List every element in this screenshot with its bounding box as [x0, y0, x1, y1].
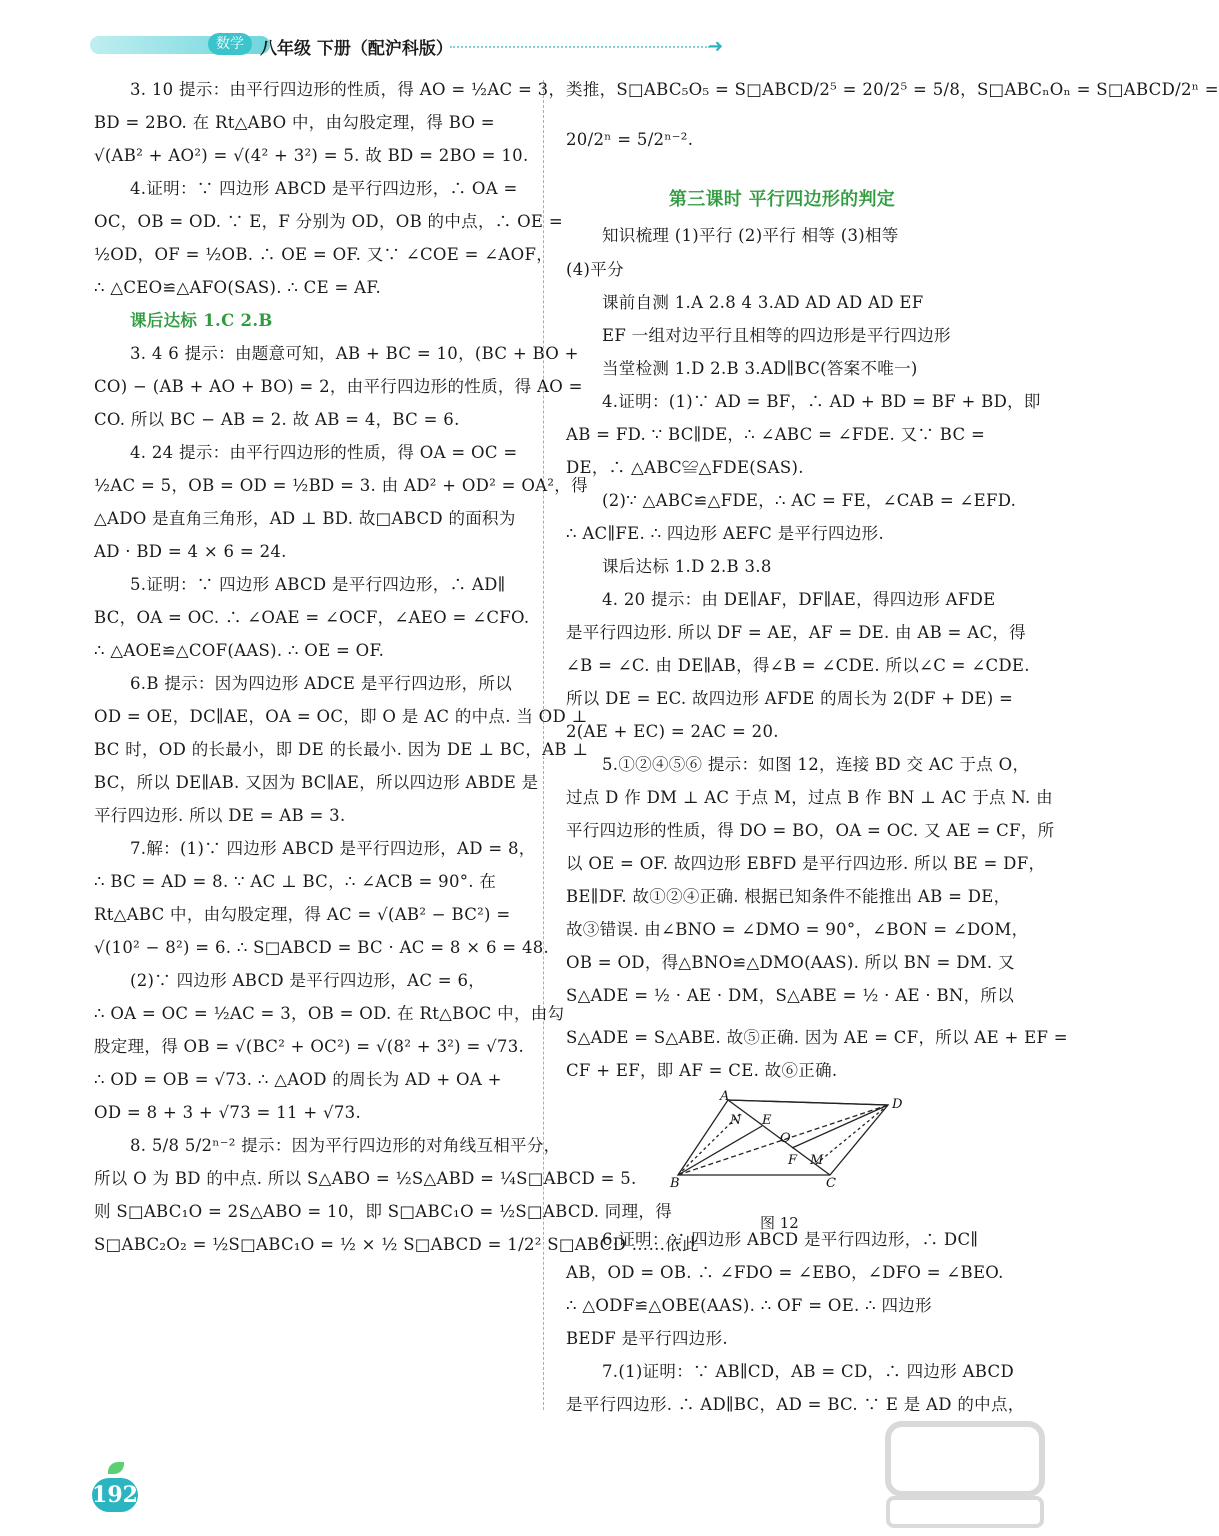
text-line: ∴ △ODF≌△OBE(AAS). ∴ OF = OE. ∴ 四边形 [566, 1296, 932, 1315]
book-title: 八年级 下册（配沪科版） [260, 39, 453, 59]
text-line: 6.B 提示：因为四边形 ADCE 是平行四边形，所以 [130, 674, 513, 693]
text-line: 知识梳理 (1)平行 (2)平行 相等 (3)相等 [602, 226, 899, 245]
text-line: 20/2ⁿ = 5/2ⁿ⁻². [566, 130, 694, 149]
text-line: ∠B = ∠C. 由 DE∥AB，得∠B = ∠CDE. 所以∠C = ∠CDE. [566, 656, 1030, 675]
label-c: C [826, 1176, 836, 1191]
text-line: ∴ △CEO≌△AFO(SAS). ∴ CE = AF. [94, 278, 382, 297]
segment-df [792, 1105, 888, 1148]
label-n: N [730, 1113, 742, 1128]
text-line: BC，OA = OC. ∴ ∠OAE = ∠OCF，∠AEO = ∠CFO. [94, 608, 530, 627]
text-line: 以 OE = OF. 故四边形 EBFD 是平行四边形. 所以 BE = DF， [566, 854, 1046, 873]
text-line: 过点 D 作 DM ⊥ AC 于点 M，过点 B 作 BN ⊥ AC 于点 N. 由 [566, 788, 1053, 807]
text-line: 7.(1)证明：∵ AB∥CD，AB = CD，∴ 四边形 ABCD [602, 1362, 1014, 1381]
figure-caption: 图 12 [760, 1214, 799, 1232]
text-line: 2(AE + EC) = 2AC = 20. [566, 722, 779, 741]
text-line: OD = OE，DC∥AE，OA = OC，即 O 是 AC 的中点. 当 OD ⊥ [94, 707, 588, 726]
text-line: 是平行四边形. 所以 DF = AE，AF = DE. 由 AB = AC，得 [566, 623, 1026, 642]
text-line: △ADO 是直角三角形，AD ⊥ BD. 故□ABCD 的面积为 [94, 509, 516, 528]
text-line: BC，所以 DE∥AB. 又因为 BC∥AE，所以四边形 ABDE 是 [94, 773, 539, 792]
text-line: 5.证明：∵ 四边形 ABCD 是平行四边形，∴ AD∥ [130, 575, 506, 594]
text-line: (2)∵ △ABC≌△FDE，∴ AC = FE，∠CAB = ∠EFD. [602, 491, 1017, 510]
text-line: 所以 O 为 BD 的中点. 所以 S△ABO = ½S△ABD = ¼S□ABCD = 5. [94, 1169, 637, 1188]
text-line: BEDF 是平行四边形. [566, 1329, 728, 1348]
segment-ad [728, 1100, 888, 1105]
text-line: 4. 24 提示：由平行四边形的性质，得 OA = OC = [130, 443, 518, 462]
text-line: CO. 所以 BC − AB = 2. 故 AB = 4，BC = 6. [94, 410, 460, 429]
page-number: 192 [92, 1478, 138, 1512]
text-line: √(10² − 8²) = 6. ∴ S□ABCD = BC · AC = 8 × 6 = 48. [94, 938, 550, 957]
text-line: 4.证明：∵ 四边形 ABCD 是平行四边形，∴ OA = [130, 179, 518, 198]
segment-be [678, 1126, 762, 1175]
text-line: 7.解：(1)∵ 四边形 ABCD 是平行四边形，AD = 8， [130, 839, 536, 858]
label-a: A [720, 1089, 730, 1104]
text-line: BC 时，OD 的长最小，即 DE 的长最小. 因为 DE ⊥ BC，AB ⊥ [94, 740, 589, 759]
text-line: ∴ AC∥FE. ∴ 四边形 AEFC 是平行四边形. [566, 524, 884, 543]
text-line: 4. 20 提示：由 DE∥AF，DF∥AE，得四边形 AFDE [602, 590, 996, 609]
label-o: O [780, 1131, 791, 1146]
label-m: M [810, 1153, 824, 1168]
header-dotted-line [450, 46, 710, 48]
subject-badge: 数学 [208, 33, 252, 55]
arrow-right-icon: ➜ [708, 36, 724, 57]
text-line: 3. 10 提示：由平行四边形的性质，得 AO = ½AC = 3， [130, 80, 566, 99]
text-line: ∴ BC = AD = 8. ∵ AC ⊥ BC，∴ ∠ACB = 90°. 在 [94, 872, 497, 891]
text-line: 3. 4 6 提示：由题意可知，AB + BC = 10，(BC + BO + [130, 344, 579, 363]
text-line: 平行四边形的性质，得 DO = BO，OA = OC. 又 AE = CF，所 [566, 821, 1055, 840]
text-line: OB = OD，得△BNO≌△DMO(AAS). 所以 BN = DM. 又 [566, 953, 1015, 972]
text-line: 当堂检测 1.D 2.B 3.AD∥BC(答案不唯一) [602, 359, 918, 378]
watermark-stamp-icon [880, 1418, 1050, 1530]
text-line: 类推，S□ABC₅O₅ = S□ABCD/2⁵ = 20/2⁵ = 5/8，S□ABCₙOₙ = S□ABCD/2ⁿ = [566, 80, 1219, 99]
text-line: CO) − (AB + AO + BO) = 2，由平行四边形的性质，得 AO = [94, 377, 583, 396]
page-header [90, 28, 740, 62]
text-line: AB = FD. ∵ BC∥DE，∴ ∠ABC = ∠FDE. 又∵ BC = [566, 425, 986, 444]
text-line: CF + EF，即 AF = CE. 故⑥正确. [566, 1061, 838, 1080]
text-line: ∴ △AOE≌△COF(AAS). ∴ OE = OF. [94, 641, 385, 660]
text-line: AD · BD = 4 × 6 = 24. [94, 542, 287, 561]
text-line: 是平行四边形. ∴ AD∥BC，AD = BC. ∵ E 是 AD 的中点， [566, 1395, 1025, 1414]
text-line: 课后达标 1.D 2.B 3.8 [602, 557, 772, 576]
text-line: 5.①②④⑤⑥ 提示：如图 12，连接 BD 交 AC 于点 O， [602, 755, 1030, 774]
text-line: DE，∴ △ABC≌△FDE(SAS). [566, 458, 804, 477]
text-line: ∴ OA = OC = ½AC = 3，OB = OD. 在 Rt△BOC 中，由勾 [94, 1004, 565, 1023]
text-line: 则 S□ABC₁O = 2S△ABO = 10，即 S□ABC₁O = ½S□ABCD. 同理，得 [94, 1202, 672, 1221]
text-line: BE∥DF. 故①②④正确. 根据已知条件不能推出 AB = DE， [566, 887, 1011, 906]
label-f: F [788, 1153, 798, 1168]
text-line: √(AB² + AO²) = √(4² + 3²) = 5. 故 BD = 2BO = 10. [94, 146, 529, 165]
label-b: B [670, 1176, 680, 1191]
text-line: S△ADE = S△ABE. 故⑤正确. 因为 AE = CF，所以 AE + EF = [566, 1028, 1068, 1047]
text-line: 6.证明：∵ 四边形 ABCD 是平行四边形，∴ DC∥ [602, 1230, 979, 1249]
text-line: 故③错误. 由∠BNO = ∠DMO = 90°，∠BON = ∠DOM， [566, 920, 1029, 939]
text-line: ∴ OD = OB = √73. ∴ △AOD 的周长为 AD + OA + [94, 1070, 502, 1089]
text-line: 8. 5/8 5/2ⁿ⁻² 提示：因为平行四边形的对角线互相平分， [130, 1136, 561, 1155]
text-line: 课前自测 1.A 2.8 4 3.AD AD AD AD EF [602, 293, 924, 312]
text-line: ½AC = 5，OB = OD = ½BD = 3. 由 AD² + OD² = OA²，得 [94, 476, 588, 495]
lesson-title: 第三课时 平行四边形的判定 [668, 189, 896, 210]
text-line: OC，OB = OD. ∵ E，F 分别为 OD，OB 的中点，∴ OE = [94, 212, 563, 231]
label-d: D [892, 1097, 903, 1112]
text-line: AB，OD = OB. ∴ ∠FDO = ∠EBO，∠DFO = ∠BEO. [566, 1263, 1004, 1282]
text-line: (4)平分 [566, 260, 624, 279]
text-line: OD = 8 + 3 + √73 = 11 + √73. [94, 1103, 361, 1122]
text-line: 所以 DE = EC. 故四边形 AFDE 的周长为 2(DF + DE) = [566, 689, 1014, 708]
geometry-figure-12 [670, 1089, 903, 1210]
text-line: ½OD，OF = ½OB. ∴ OE = OF. 又∵ ∠COE = ∠AOF， [94, 245, 553, 264]
text-line: Rt△ABC 中，由勾股定理，得 AC = √(AB² − BC²) = [94, 905, 511, 924]
leaf-icon [108, 1462, 124, 1474]
section-label: 课后达标 1.C 2.B [130, 311, 273, 330]
label-e: E [762, 1113, 772, 1128]
text-line: EF 一组对边平行且相等的四边形是平行四边形 [602, 326, 951, 345]
text-line: 平行四边形. 所以 DE = AB = 3. [94, 806, 346, 825]
text-line: (2)∵ 四边形 ABCD 是平行四边形，AC = 6， [130, 971, 486, 990]
text-line: 4.证明：(1)∵ AD = BF，∴ AD + BD = BF + BD，即 [602, 392, 1041, 411]
text-line: BD = 2BO. 在 Rt△ABO 中，由勾股定理，得 BO = [94, 113, 495, 132]
text-line: 股定理，得 OB = √(BC² + OC²) = √(8² + 3²) = √73. [94, 1037, 525, 1056]
segment-dm [816, 1105, 888, 1164]
text-line: S△ADE = ½ · AE · DM，S△ABE = ½ · AE · BN，所以 [566, 986, 1015, 1005]
text-line: S□ABC₂O₂ = ½S□ABC₁O = ½ × ½ S□ABCD = 1/2² S□ABCD ……依此 [94, 1235, 699, 1254]
